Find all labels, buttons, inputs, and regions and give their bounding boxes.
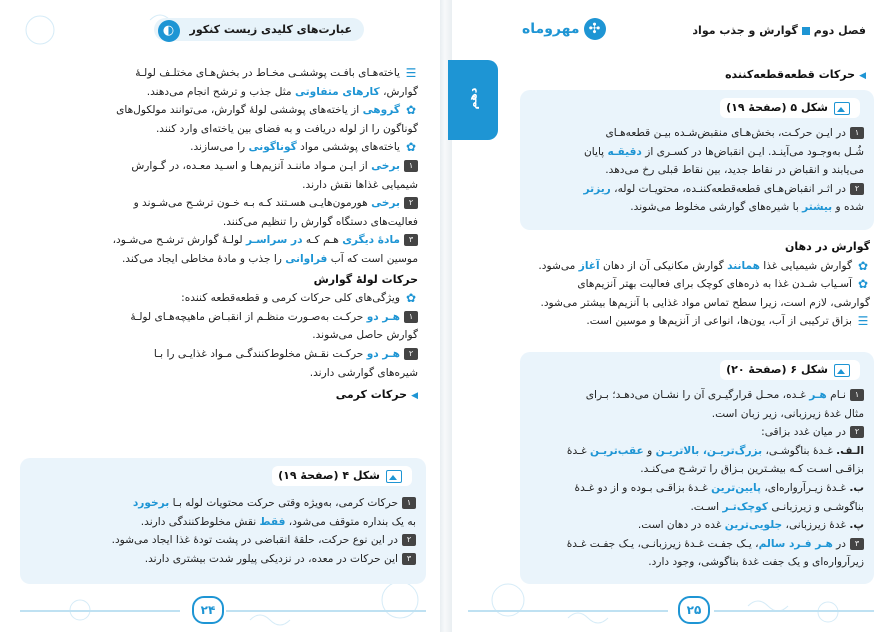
image-icon — [834, 102, 850, 115]
body-line: ۲برخی هورمون‌هایـی هسـتند کـه بـه خـون ترشـح می‌شـوند و — [22, 194, 418, 213]
number-marker: ۱ — [404, 311, 418, 323]
figure-box-6 — [520, 352, 874, 584]
number-marker: ۳ — [850, 538, 864, 550]
chip-label: عبارت‌های کلیدی زیست کنکور — [189, 23, 352, 36]
figure-box-body — [30, 494, 416, 568]
body-line: الـف. غـدهٔ بناگوشـی، بزرگ‌تریـن، بالاتریـن و عقب‌تریـن غـدهٔ — [566, 444, 864, 457]
body-line: ۳در هـر فـرد سالم، یـک جفـت غـدهٔ زیرزبانـی، یـک جفـت غـدهٔ — [530, 535, 864, 554]
triangle-icon: ◀ — [411, 391, 418, 402]
body-line: موسین است که آب فراوانی را جذب و مادهٔ مخاطی ایجاد می‌کند. — [121, 252, 418, 265]
number-marker: ۲ — [402, 534, 416, 546]
number-marker: ۱ — [850, 127, 864, 139]
grade-side-tab[interactable]: دهم — [448, 60, 498, 140]
figure-box-body — [530, 386, 864, 572]
right-header — [448, 18, 892, 44]
figure-box-5 — [520, 90, 874, 230]
body-line: ✿آسـیاب شـدن غذا به ذره‌های کوچک برای فعالیت بهتر آنزیم‌های — [577, 277, 869, 292]
key-phrases-chip — [154, 18, 364, 41]
footer-rule — [20, 610, 180, 612]
number-marker: ۱ — [404, 160, 418, 172]
list-icon: ☰ — [857, 314, 869, 329]
body-line: ☰بزاق ترکیبی از آب، یون‌ها، انواعی از آنزیم‌ها و موسین است. — [586, 314, 869, 329]
body-line: ۳مادهٔ دیگری هـم کـه در سراسـر لولـهٔ گوارش ترشـح می‌شـود، — [22, 231, 418, 250]
top-heading-wrap — [566, 66, 866, 86]
body-line: فعالیت‌های دستگاه گوارش را تنظیم می‌کنند. — [222, 215, 418, 228]
footer-rule — [714, 610, 874, 612]
image-icon — [386, 470, 402, 483]
number-marker: ۲ — [850, 426, 864, 438]
number-marker: ۲ — [404, 348, 418, 360]
figure-title: شکل ۵ (صفحهٔ ۱۹) — [720, 98, 860, 118]
number-marker: ۳ — [404, 234, 418, 246]
figure-box-body — [530, 124, 864, 217]
number-marker: ۱ — [850, 389, 864, 401]
body-line: ۱در ایـن حرکـت، بخش‌هـای منقبض‌شـده بیـن قطعه‌هـای — [530, 124, 864, 143]
figure-box-4 — [20, 458, 426, 584]
image-icon — [834, 364, 850, 377]
list-icon: ☰ — [405, 66, 417, 80]
page-number: ۲۵ — [678, 596, 710, 624]
puzzle-icon: ✿ — [405, 140, 417, 155]
body-line: گوارش حاصل می‌شوند. — [312, 329, 418, 342]
key-icon: ◐ — [158, 20, 180, 42]
body-line: ۲در میان غدد بزاقی: — [530, 423, 864, 442]
number-marker: ۳ — [402, 553, 416, 565]
body-line: ☰یاخته‌هـای بافـت پوششـی مخـاط در بخش‌هـای مختلـف لولـهٔ — [135, 66, 417, 80]
section-heading: حرکات لولهٔ گوارش — [313, 272, 418, 286]
body-line: به یک بنداره متوقف می‌شود، فقط نقش مخلوط‌کنندگی دارند. — [140, 515, 416, 528]
fan-icon: ✣ — [584, 18, 606, 40]
body-line: ۲در این نوع حرکت، حلقهٔ انقباضی در پشت تودهٔ غذا ایجاد می‌شود. — [30, 531, 416, 550]
body-line: بزاقـی اسـت کـه بیشـترین بـزاق را ترشـح می‌کنـد. — [640, 463, 864, 476]
body-line: ۱هـر دو حرکـت به‌صـورت منظـم از انقبـاض ماهیچه‌هـای لولـهٔ — [22, 308, 418, 327]
body-line: ✿یاخته‌های پوششی مواد گوناگونی را می‌سازند. — [190, 140, 417, 155]
body-line: پ. غدهٔ زیرزبانی، جلویی‌ترین غده در دهان است. — [637, 519, 864, 532]
subheading: ◀حرکات کرمی — [335, 388, 418, 402]
number-marker: ۲ — [850, 183, 864, 195]
body-line: شیره‌های گوارشی دارند. — [309, 366, 418, 379]
page-number: ۲۴ — [192, 596, 224, 624]
number-marker: ۱ — [402, 497, 416, 509]
body-line: ✿گوارش شیمیایی غذا همانند گوارش مکانیکی آن از دهان آغاز می‌شود. — [538, 258, 869, 273]
puzzle-icon: ✿ — [857, 258, 869, 273]
body-line: شیمیایی غذاها نقش دارند. — [302, 178, 418, 191]
figure-title: شکل ۶ (صفحهٔ ۲۰) — [720, 360, 860, 380]
body-line: گوناگون را از لوله دریافت و به فضای بین یاخته‌ای وارد کنند. — [155, 122, 418, 135]
footer-rule — [468, 610, 668, 612]
separator-icon — [802, 27, 810, 35]
chapter-breadcrumb: فصل دومگوارش و جذب مواد — [692, 24, 866, 37]
body-line: مثال غدهٔ زیرزبانی، زیر زبان است. — [711, 407, 864, 420]
body-line: ۱حرکات کرمی، به‌ویژه وقتی حرکت محتویات لوله بـا برخورد — [30, 494, 416, 513]
left-body — [22, 64, 418, 406]
body-line: می‌یابند و انقباض در نقاط جدید، بین نقاط قبلی رخ می‌دهد. — [605, 164, 864, 177]
body-line: ✿گروهی از یاخته‌های پوششی لولهٔ گوارش، می‌توانند مولکول‌های — [116, 103, 417, 118]
body-line: گوارشی، لازم است، زیرا سطح تماس مواد غذایی با آنزیم‌ها بیشتر می‌شود. — [540, 296, 870, 309]
body-line: ✿ویژگی‌های کلی حرکات کرمی و قطعه‌قطعه کننده: — [181, 291, 417, 306]
left-page — [0, 0, 444, 632]
body-line: شده و بیشتر با شیره‌های گوارشی مخلوط می‌شوند. — [630, 201, 864, 214]
right-page — [448, 0, 892, 632]
number-marker: ۲ — [404, 197, 418, 209]
body-line: بناگوشـی و زیرزبانـی کوچک‌تـر اسـت. — [690, 500, 864, 513]
puzzle-icon: ✿ — [857, 277, 869, 292]
body-line: شُـل به‌وجـود می‌آینـد. ایـن انقباض‌ها در کسـری از دقیقـه پایان — [583, 145, 864, 158]
body-line: ۲هـر دو حرکـت نقـش مخلوط‌کنندگـی مـواد غذایـی را بـا — [22, 345, 418, 364]
body-line: زیرآرواره‌ای و یک جفت غدهٔ بناگوشی، وجود دارد. — [648, 556, 864, 569]
footer-rule — [226, 610, 426, 612]
body-line: گوارش، کارهای متفاوتی مثل جذب و ترشح انجام می‌دهند. — [146, 85, 418, 98]
body-line: ۱نـام هـر غـده، محـل قرارگیـری آن را نشـان می‌دهـد؛ بـرای — [530, 386, 864, 405]
body-line: ۲در اثـر انقباض‌هـای قطعه‌قطعه‌کننـده، محتویـات لوله، ریزتر — [530, 180, 864, 199]
left-header — [0, 18, 444, 44]
figure-title: شکل ۴ (صفحهٔ ۱۹) — [272, 466, 412, 486]
brand-logo: ✣مهروماه — [522, 18, 606, 40]
body-line: ۳این حرکات در معده، در نزدیکی پیلور شدت بیشتری دارند. — [30, 550, 416, 569]
section-heading: ◀حرکات قطعه‌قطعه‌کننده — [725, 68, 866, 81]
body-line: ۱برخی از ایـن مـواد ماننـد آنزیم‌هـا و اسـید معـده، در گـوارش — [22, 157, 418, 176]
puzzle-icon: ✿ — [405, 103, 417, 118]
puzzle-icon: ✿ — [405, 291, 417, 306]
body-line: ب. غـدهٔ زیـرآرواره‌ای، پایین‌ترین غـدهٔ بزاقـی بـوده و از دو غـدهٔ — [574, 481, 864, 494]
mouth-section — [460, 238, 870, 331]
section-heading: گوارش در دهان — [784, 240, 870, 253]
triangle-icon: ◀ — [859, 71, 866, 81]
